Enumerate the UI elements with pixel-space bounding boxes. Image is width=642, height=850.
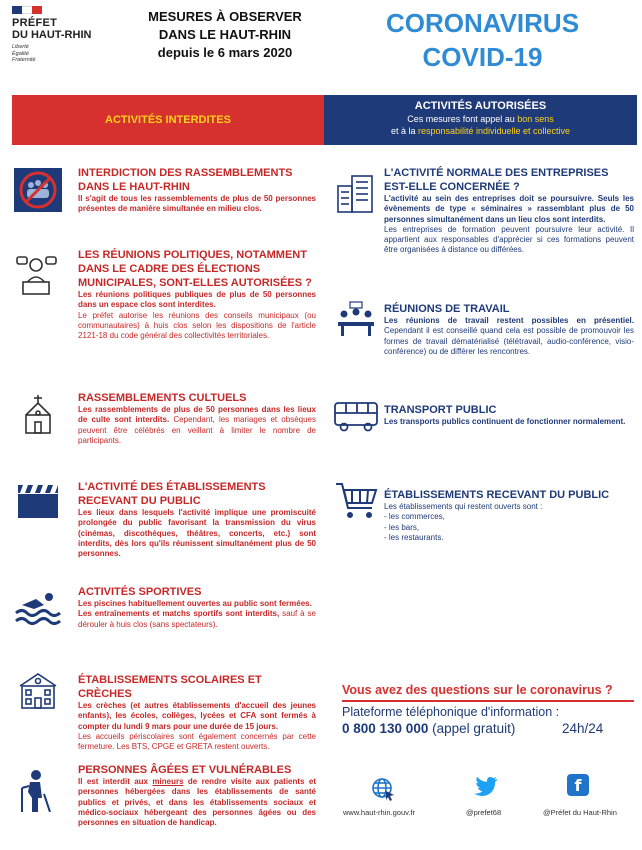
footer-facebook-link[interactable]: @Préfet du Haut-Rhin — [543, 808, 617, 817]
item-title: ÉTABLISSEMENTS SCOLAIRES ET CRÈCHES — [78, 674, 262, 700]
item-text: Il s'agit de tous les rassemblements de plus de 50 personnes présentes de manière simultanée en milieu clos. — [78, 194, 316, 214]
speaker-icon — [14, 254, 62, 298]
forbidden-item-schools — [78, 673, 316, 752]
item-text: Les rassemblements de plus de 50 personnes dans les lieux de culte sont interdits. Cependant, les mariages et obsèques peuvent être célébrés en veillant à limiter le nombre de participants. — [78, 405, 316, 445]
french-flag-icon — [12, 6, 42, 14]
item-title: RÉUNIONS DE TRAVAIL — [384, 303, 510, 315]
divider — [342, 700, 634, 702]
item-text-bold: Les réunions politiques publiques de plus de 50 personnes dans un espace clos sont interdites. — [78, 290, 316, 310]
prefecture-logo — [12, 6, 122, 86]
list-item: - les commerces, — [384, 512, 445, 522]
footer-twitter-link[interactable]: @prefet68 — [466, 808, 502, 817]
school-icon — [14, 668, 62, 712]
globe-icon[interactable] — [370, 776, 396, 802]
footer-website-link[interactable]: www.haut-rhin.gouv.fr — [343, 808, 415, 817]
item-text: Les réunions de travail restent possibles en présentiel. Cependant il est conseillé quand cela est possible de promouvoir les formes de travail dématérialisé (télétravail, audio-conférence, visio-conférence) ou de différer les rencontres. — [384, 316, 634, 356]
item-text: Les accueils périscolaires sont également concernés par cette fermeture. Les BTS, CPGE et GRETA restent ouverts. — [78, 731, 316, 752]
measures-heading: MESURES À OBSERVER DANS LE HAUT-RHIN depuis le 6 mars 2020 — [148, 9, 302, 60]
list-item: - les bars, — [384, 522, 420, 532]
item-text: Le préfet autorise les réunions des conseils municipaux (ou communautaires) à huis clos selon les dispositions de l'article 2121-18 du code général des collectivités territoriales. — [78, 310, 316, 341]
logo-motto: Liberté Égalité Fraternité — [12, 44, 36, 63]
item-text-bold: L'activité au sein des entreprises doit se poursuivre. Seuls les évènements de type « séminaires » rassemblant plus de 50 personnes simultanément dans un lieu clos sont interdits. — [384, 194, 634, 224]
church-icon — [14, 393, 62, 437]
logo-subtitle: DU HAUT-RHIN — [12, 29, 92, 41]
item-text: Les transports publics continuent de fonctionner normalement. — [384, 417, 626, 426]
allowed-item-public-transport — [384, 403, 634, 427]
hotline-platform: Plateforme téléphonique d'information : — [342, 705, 560, 719]
allowed-item-public-venues — [384, 488, 634, 543]
office-building-icon — [332, 172, 380, 216]
item-title: L'ACTIVITÉ NORMALE DES ENTREPRISES EST-ELLE CONCERNÉE ? — [384, 167, 609, 193]
forbidden-item-elderly — [78, 763, 316, 828]
twitter-icon[interactable] — [472, 776, 498, 798]
item-text: Les lieux dans lesquels l'activité implique une promiscuité prolongée du public favorisant la transmission du virus (cinémas, discothèques, théâtres, concerts, etc.) sont interdits, dès lors qu'ils réunissent simultanément plus de 50 personnes. — [78, 508, 316, 559]
item-text: Les entreprises de formation peuvent poursuivre leur activité. Il appartient aux responsables d'apprécier si ces formations peuvent être organisées à distance ou différées. — [384, 224, 634, 255]
facebook-icon[interactable]: f — [567, 774, 589, 796]
forbidden-item-sports — [78, 585, 316, 630]
item-title: LES RÉUNIONS POLITIQUES, NOTAMMENT DANS LE CADRE DES ÉLECTIONS MUNICIPALES, SONT-ELLES AUTORISÉES ? — [78, 249, 312, 289]
hotline-number[interactable]: 0 800 130 000 (appel gratuit) — [342, 721, 516, 736]
item-title: PERSONNES ÂGÉES ET VULNÉRABLES — [78, 764, 292, 776]
meeting-icon — [332, 300, 380, 344]
item-title: ACTIVITÉS SPORTIVES — [78, 586, 202, 598]
hotline-question: Vous avez des questions sur le coronavirus ? — [342, 683, 613, 697]
authorized-activities-banner: ACTIVITÉS AUTORISÉES Ces mesures font appel au bon sens et à la responsabilité individuelle et collective — [324, 95, 637, 145]
item-text-bold: Les piscines habituellement ouvertes au public sont fermées. — [78, 599, 312, 608]
elderly-icon — [14, 768, 62, 812]
logo-title: PRÉFET — [12, 17, 58, 29]
item-text: Les entraînements et matchs sportifs sont interdits, sauf à se dérouler à huis clos (sans spectateurs). — [78, 609, 317, 629]
item-text: Il est interdit aux mineurs de rendre visite aux patients et personnes hébergées dans les établissements de santé publics et privés, et dans les établissements sociaux et médico-sociaux hébergeant des personnes âgées ou des personnes en situation de handicap. — [78, 777, 316, 828]
item-text-bold: Les crèches (et autres établissements d'accueil des jeunes enfants), les écoles, collèges, lycées et CFA sont fermés à compter du lundi 9 mars pour une durée de 15 jours. — [78, 701, 316, 731]
item-title: INTERDICTION DES RASSEMBLEMENTS DANS LE HAUT-RHIN — [78, 167, 293, 193]
allowed-item-companies — [384, 166, 634, 256]
item-title: L'ACTIVITÉ DES ÉTABLISSEMENTS RECEVANT DU PUBLIC — [78, 481, 266, 507]
list-item: - les restaurants. — [384, 532, 444, 542]
forbidden-item-gatherings — [78, 166, 316, 215]
bus-icon — [332, 393, 380, 437]
clapperboard-icon — [14, 478, 62, 522]
item-title: RASSEMBLEMENTS CULTUELS — [78, 392, 247, 404]
swimmer-icon — [14, 585, 62, 629]
allowed-item-work-meetings — [384, 302, 634, 357]
item-title: ÉTABLISSEMENTS RECEVANT DU PUBLIC — [384, 489, 610, 501]
item-title: TRANSPORT PUBLIC — [384, 404, 497, 416]
forbidden-item-political-meetings — [78, 248, 316, 341]
forbidden-item-public-venues — [78, 480, 316, 559]
no-gathering-icon — [14, 168, 62, 212]
forbidden-activities-banner: ACTIVITÉS INTERDITES — [12, 95, 324, 145]
coronavirus-heading: CORONAVIRUS COVID-19 — [385, 8, 580, 72]
shopping-cart-icon — [332, 478, 380, 522]
hotline-hours: 24h/24 — [562, 721, 604, 736]
forbidden-item-religious — [78, 391, 316, 446]
list-item: Les établissements qui restent ouverts sont : — [384, 502, 543, 511]
